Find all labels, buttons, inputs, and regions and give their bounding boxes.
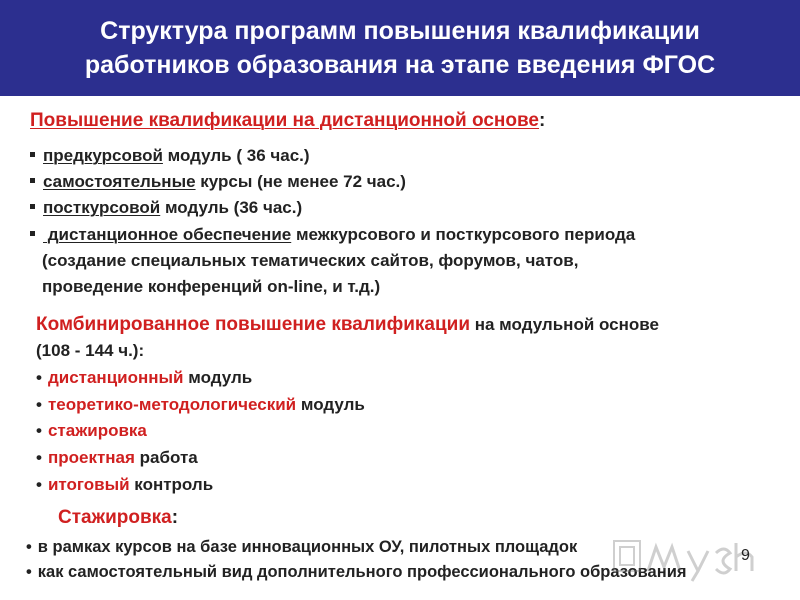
- item-text: модуль: [296, 395, 365, 414]
- item-text: модуль (36 час.): [160, 198, 303, 217]
- title-line-1: Структура программ повышения квалификации: [100, 17, 700, 45]
- item-keyword: стажировка: [47, 421, 147, 440]
- list-item: [26, 538, 577, 557]
- item-keyword: самостоятельные: [43, 172, 196, 191]
- list-item: [30, 146, 310, 166]
- section-internship-heading: Стажировка: [58, 507, 172, 528]
- list-item-continuation: проведение конференций on-line, и т.д.): [42, 277, 381, 296]
- item-text: модуль: [183, 368, 253, 387]
- colon: :: [171, 507, 179, 528]
- section-combined-title: [36, 314, 659, 336]
- list-item: [30, 225, 635, 245]
- bullet-icon: •: [36, 368, 42, 387]
- item-text: курсы (не менее 72 час.): [195, 172, 406, 191]
- square-bullet-icon: [30, 231, 35, 236]
- section-combined-heading: Комбинированное повышение квалификации: [36, 314, 471, 335]
- item-keyword: посткурсовой: [43, 198, 161, 217]
- list-item: [36, 475, 213, 495]
- item-keyword: предкурсовой: [43, 146, 163, 165]
- item-text: контроль: [129, 475, 214, 494]
- list-item-continuation: (создание специальных тематических сайтов, форумов, чатов,: [42, 251, 579, 270]
- square-bullet-icon: [30, 152, 35, 157]
- bullet-icon: •: [26, 563, 32, 581]
- title-banner: [0, 0, 800, 96]
- item-text: межкурсового и посткурсового периода: [291, 225, 636, 244]
- bullet-icon: •: [36, 475, 42, 494]
- bullet-icon: •: [36, 395, 42, 414]
- item-text: как самостоятельный вид дополнительного профессионального образования: [37, 563, 687, 581]
- colon: :: [539, 110, 546, 131]
- item-text: в рамках курсов на базе инновационных ОУ, пилотных площадок: [37, 538, 578, 556]
- page-number: 9: [741, 547, 750, 564]
- item-keyword: итоговый: [47, 475, 130, 494]
- section-distance-title: [30, 110, 545, 132]
- list-item: [30, 172, 406, 192]
- item-keyword: дистанционный: [47, 368, 184, 387]
- list-item: [36, 368, 252, 388]
- square-bullet-icon: [30, 178, 35, 183]
- list-item: [36, 421, 147, 441]
- item-keyword: дистанционное обеспечение: [43, 225, 292, 244]
- title-line-2: работников образования на этапе введения ФГОС: [84, 51, 716, 79]
- section-combined-subtitle: на модульной основе: [470, 315, 659, 334]
- square-bullet-icon: [30, 204, 35, 209]
- item-keyword: проектная: [47, 448, 135, 467]
- bullet-icon: •: [36, 421, 42, 440]
- section-internship-title: [58, 507, 178, 529]
- list-item: [36, 395, 365, 415]
- myshared-watermark-logo: [612, 537, 762, 583]
- item-keyword: теоретико-методологический: [47, 395, 297, 414]
- item-text: работа: [134, 448, 198, 467]
- item-text: модуль ( 36 час.): [162, 146, 310, 165]
- section-combined-hours: (108 - 144 ч.):: [36, 341, 145, 360]
- list-item: [36, 448, 198, 468]
- section-distance-heading: Повышение квалификации на дистанционной основе: [30, 110, 539, 131]
- list-item: [26, 563, 686, 582]
- bullet-icon: •: [26, 538, 32, 556]
- list-item: [30, 198, 302, 218]
- bullet-icon: •: [36, 448, 42, 467]
